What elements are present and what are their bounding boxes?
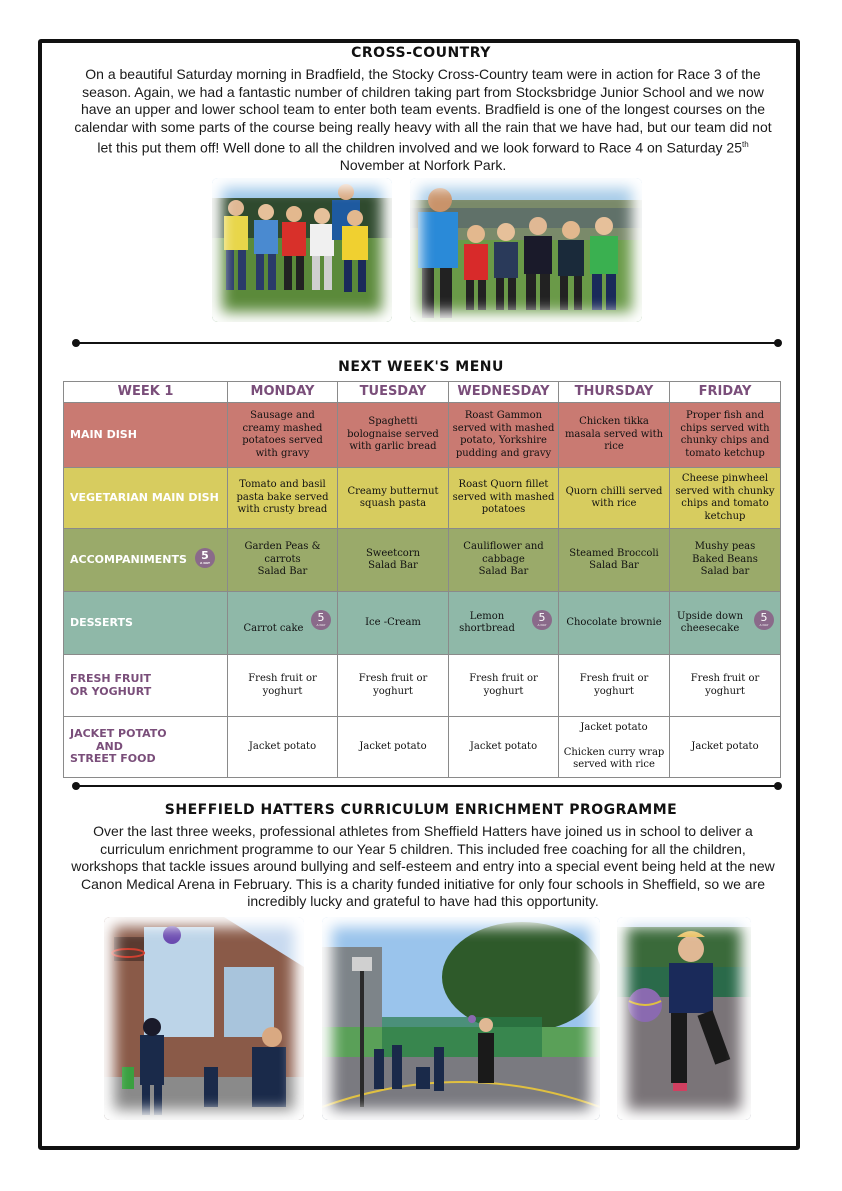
menu-cell: Creamy butternut squash pasta [338,468,449,529]
menu-cell [670,592,781,655]
row-label [64,717,228,778]
accompaniments-row [64,529,781,592]
hatters-photo-2 [322,917,600,1120]
cc-line-5-text: let this put them off! Well done to all the children involved and we look forward to Race 4 on Saturday 25 [97,139,742,156]
five-a-day-badge [311,610,331,630]
divider-dot [72,339,80,347]
col-friday: FRIDAY [670,382,781,403]
menu-cell [228,529,338,592]
main-dish-row [64,403,781,468]
menu-cell: Fresh fruit or yoghurt [338,655,449,717]
menu-header-row [64,382,781,403]
cc-line-5 [50,136,796,157]
hatters-paragraph [50,823,796,911]
jacket-potato-row [64,717,781,778]
acc-salad: Salad Bar [368,560,418,571]
acc-salad: Salad Bar [589,560,639,571]
menu-cell [449,592,559,655]
hatters-line-5: incredibly lucky and grateful to have had this opportunity. [247,893,599,909]
hatters-line-1: Over the last three weeks, professional athletes from Sheffield Hatters have joined us in school to deliver a [93,823,753,839]
cc-superscript: th [741,140,749,149]
fresh-fruit-row [64,655,781,717]
street-food-item: Chicken curry wrap served with rice [563,746,665,771]
badge-subtext: A DAY [316,623,326,627]
menu-cell: Spaghetti bolognaise served with garlic bread [338,403,449,468]
menu-cell: Fresh fruit or yoghurt [228,655,338,717]
badge-number: 5 [201,549,209,562]
cc-line-6: November at Norfork Park. [339,157,507,174]
menu-cell: Sausage and creamy mashed potatoes served with gravy [228,403,338,468]
badge-number: 5 [317,611,325,624]
acc-item: Garden Peas & carrots [244,541,321,565]
divider-dot [72,782,80,790]
acc-item: Sweetcorn [365,547,421,559]
menu-cell: Ice -Cream [338,592,449,655]
menu-cell [449,529,559,592]
row-label-line: JACKET POTATO [70,727,167,741]
dessert-text: Lemon shortbread [459,610,515,634]
cc-line-1: On a beautiful Saturday morning in Bradfield, the Stocky Cross-Country team were in action for Race 3 of the [85,66,761,82]
acc-item: Cauliflower and cabbage [463,541,544,565]
menu-cell [559,717,670,778]
vegetarian-row [64,468,781,529]
menu-cell: Jacket potato [338,717,449,778]
menu-cell: Chicken tikka masala served with rice [559,403,670,468]
five-a-day-badge [754,610,774,630]
hatters-line-3: workshops that tackle issues around bullying and self-esteem and entry into a special event being held at the new [71,858,775,874]
hatters-heading: SHEFFIELD HATTERS CURRICULUM ENRICHMENT PROGRAMME [164,802,678,818]
section-divider-2 [76,785,778,787]
badge-subtext: A DAY [537,623,547,627]
five-a-day-badge [195,548,215,568]
hatters-photo-3 [617,917,751,1120]
cross-country-paragraph [50,66,796,175]
hatters-line-4: Canon Medical Arena in February. This is a charity funded initiative for only four schools in Sheffield, so we are [80,875,766,892]
acc-item: Mushy peas [694,541,756,553]
menu-cell: Chocolate brownie [559,592,670,655]
row-label: DESSERTS [64,592,228,655]
menu-cell: Roast Gammon served with mashed potato, Yorkshire pudding and gravy [449,403,559,468]
cc-line-4: calendar with some parts of the course being really heavy with all the rain that we have had, but our team did not [74,118,772,135]
acc-salad: Salad Bar [478,566,529,578]
menu-heading: NEXT WEEK'S MENU [338,359,504,375]
col-wednesday: WEDNESDAY [449,382,559,403]
menu-cell: Jacket potato [449,717,559,778]
menu-cell: Proper fish and chips served with chunky chips and tomato ketchup [670,403,781,468]
five-a-day-badge [532,610,552,630]
menu-cell: Quorn chilli served with rice [559,468,670,529]
jacket-item: Jacket potato [580,722,648,734]
acc-item: Steamed Broccoli [569,547,659,559]
menu-cell [338,529,449,592]
col-monday: MONDAY [228,382,338,403]
menu-table [63,381,781,778]
cross-country-heading: CROSS-COUNTRY [351,45,491,61]
badge-subtext: A DAY [199,561,211,565]
menu-cell [559,529,670,592]
row-label [64,529,228,592]
hatters-photo-1 [104,917,304,1120]
acc-salad: Salad Bar [257,566,308,578]
dessert-text: Carrot cake [243,622,304,634]
cc-line-3: have an upper and lower school team to enter both team events. Bradfield is one of the longest courses on the [80,101,766,117]
col-week: WEEK 1 [64,382,228,403]
row-label [64,655,228,717]
col-tuesday: TUESDAY [338,382,449,403]
cc-line-2: season. Again, we had a fantastic number of children taking part from Stocksbridge Junior School and we now [82,83,764,100]
menu-cell: Tomato and basil pasta bake served with crusty bread [228,468,338,529]
section-divider-1 [76,342,778,344]
desserts-row [64,592,781,655]
col-thursday: THURSDAY [559,382,670,403]
row-label-line: OR YOGHURT [70,684,152,698]
spacer [562,735,666,747]
row-label: MAIN DISH [64,403,228,468]
menu-cell: Jacket potato [228,717,338,778]
menu-cell: Roast Quorn fillet served with mashed potatoes [449,468,559,529]
acc-salad: Salad bar [700,566,750,578]
hatters-line-2: curriculum enrichment programme to our Year 5 children. This included free coaching for all the children, [100,840,746,857]
divider-dot [774,339,782,347]
row-label-line: STREET FOOD [70,752,156,766]
cross-country-photo-2 [410,178,642,322]
cross-country-photo-1 [212,178,392,322]
badge-number: 5 [538,611,546,624]
divider-dot [774,782,782,790]
menu-cell: Fresh fruit or yoghurt [670,655,781,717]
row-label-line: AND [96,739,123,753]
row-label-line: FRESH FRUIT [70,672,151,685]
badge-subtext: A DAY [759,623,769,627]
dessert-text: Upside down cheesecake [676,610,744,634]
row-label: VEGETARIAN MAIN DISH [64,468,228,529]
menu-cell: Jacket potato [670,717,781,778]
menu-cell [670,529,781,592]
menu-cell: Cheese pinwheel served with chunky chips and tomato ketchup [670,468,781,529]
badge-number: 5 [760,611,768,624]
menu-cell: Fresh fruit or yoghurt [559,655,670,717]
acc-beans: Baked Beans [692,553,758,565]
row-label-text: ACCOMPANIMENTS [70,552,187,566]
menu-cell: Fresh fruit or yoghurt [449,655,559,717]
menu-cell [228,592,338,655]
